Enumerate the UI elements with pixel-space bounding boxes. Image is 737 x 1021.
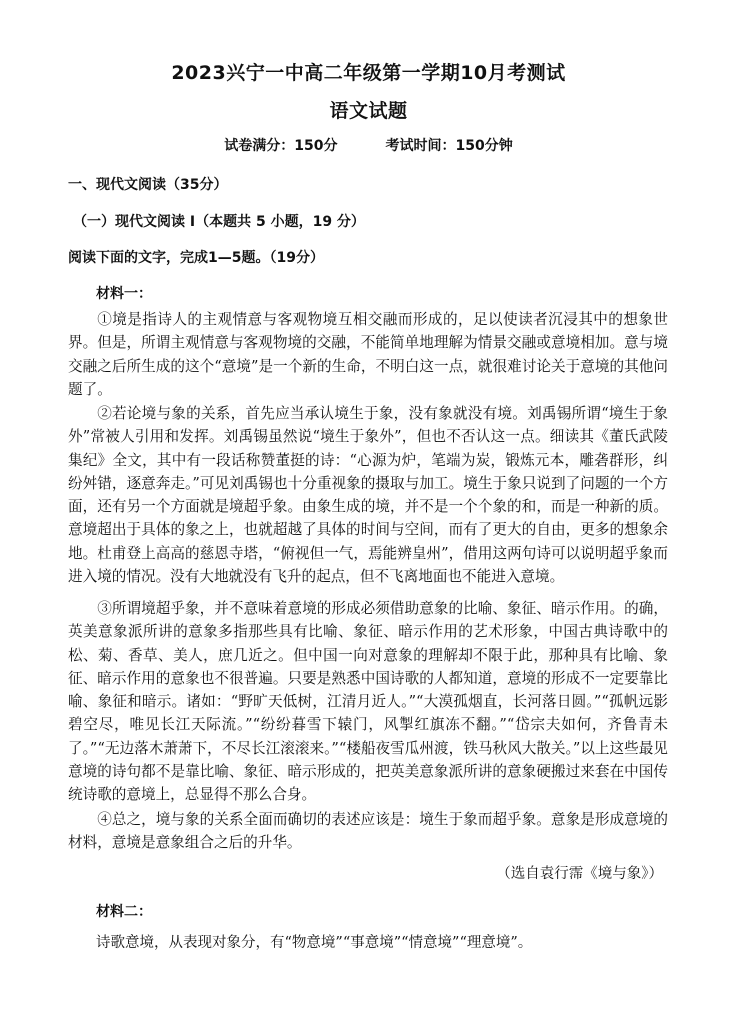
exam-meta — [0, 135, 737, 155]
full-score: 试卷满分：150分 — [224, 138, 338, 154]
section-instruction: 阅读下面的文字，完成1—5题。（19分） — [68, 250, 324, 266]
material1-source: （选自袁行霈《境与象》） — [496, 866, 663, 882]
material1-paragraph-4: ④总之，境与象的关系全面而确切的表述应该是：境生于象而超乎象。意象是形成意境的材料，意境是意象组合之后的升华。 — [68, 811, 668, 852]
material2-label: 材料二： — [96, 904, 152, 920]
section-heading: 一、现代文阅读（35分） — [68, 177, 228, 193]
exam-title: 2023兴宁一中高二年级第一学期10月考测试 — [171, 62, 566, 84]
exam-time: 考试时间：150分钟 — [385, 138, 513, 154]
material1-label: 材料一： — [96, 286, 152, 302]
material2-first-line: 诗歌意境，从表现对象分，有“物意境”“事意境”“情意境”“理意境”。 — [96, 935, 533, 951]
exam-subtitle: 语文试题 — [329, 100, 408, 122]
material1-paragraph-1: ①境是指诗人的主观情意与客观物境互相交融而形成的，足以使读者沉浸其中的想象世界。但是，所谓主观情意与客观物境的交融，不能简单地理解为情景交融或意境相加。意与境交融之后所生成的这个“意境”是一个新的生命，不明白这一点，就很难讨论关于意境的其他问题了。 — [68, 311, 668, 398]
material1-paragraph-3: ③所谓境超乎象，并不意味着意境的形成必须借助意象的比喻、象征、暗示作用。的确，英美意象派所讲的意象多指那些具有比喻、象征、暗示作用的艺术形象，中国古典诗歌中的松、菊、香草、美人，庶几近之。但中国一向对意象的理解却不限于此，那种具有比喻、象征、暗示作用的意象也不很普遍。只要是熟悉中国诗歌的人都知道，意境的形成不一定要靠比喻、象征和暗示。诸如：“野旷天低树，江清月近人。”“大漠孤烟直，长河落日圆。”“孤帆远影碧空尽，唯见长江天际流。”“纷纷暮雪下辕门，风掣红旗冻不翻。”“岱宗夫如何，齐鲁青未了。”“无边落木萧萧下，不尽长江滚滚来。”“楼船夜雪瓜州渡，铁马秋风大散关。”以上这些最见意境的诗句都不是靠比喻、象征、暗示形成的，把英美意象派所讲的意象硬搬过来套在中国传统诗歌的意境上，总显得不那么合身。 — [68, 600, 668, 804]
material1-paragraph-2: ②若论境与象的关系，首先应当承认境生于象，没有象就没有境。刘禹锡所谓“境生于象外”常被人引用和发挥。刘禹锡虽然说“境生于象外”，但也不否认这一点。细读其《董氏武陵集纪》全文，其中有一段话称赞董挺的诗：“心源为炉，笔端为炭，锻炼元本，雕砻群形，纠纷舛错，逐意奔走。”可见刘禹锡也十分重视象的摄取与加工。境生于象只说到了问题的一个方面，还有另一个方面就是境超乎象。由象生成的境，并不是一个个象的和，而是一种新的质。意境超出于具体的象之上，也就超越了具体的时间与空间，而有了更大的自由，更多的想象余地。杜甫登上高高的慈恩寺塔，“俯视但一气，焉能辨皇州”，借用这两句诗可以说明超乎象而进入境的情况。没有大地就没有飞升的起点，但不飞离地面也不能进入意境。 — [68, 405, 668, 586]
section-subheading: （一）现代文阅读 I（本题共 5 小题，19 分） — [73, 214, 365, 230]
